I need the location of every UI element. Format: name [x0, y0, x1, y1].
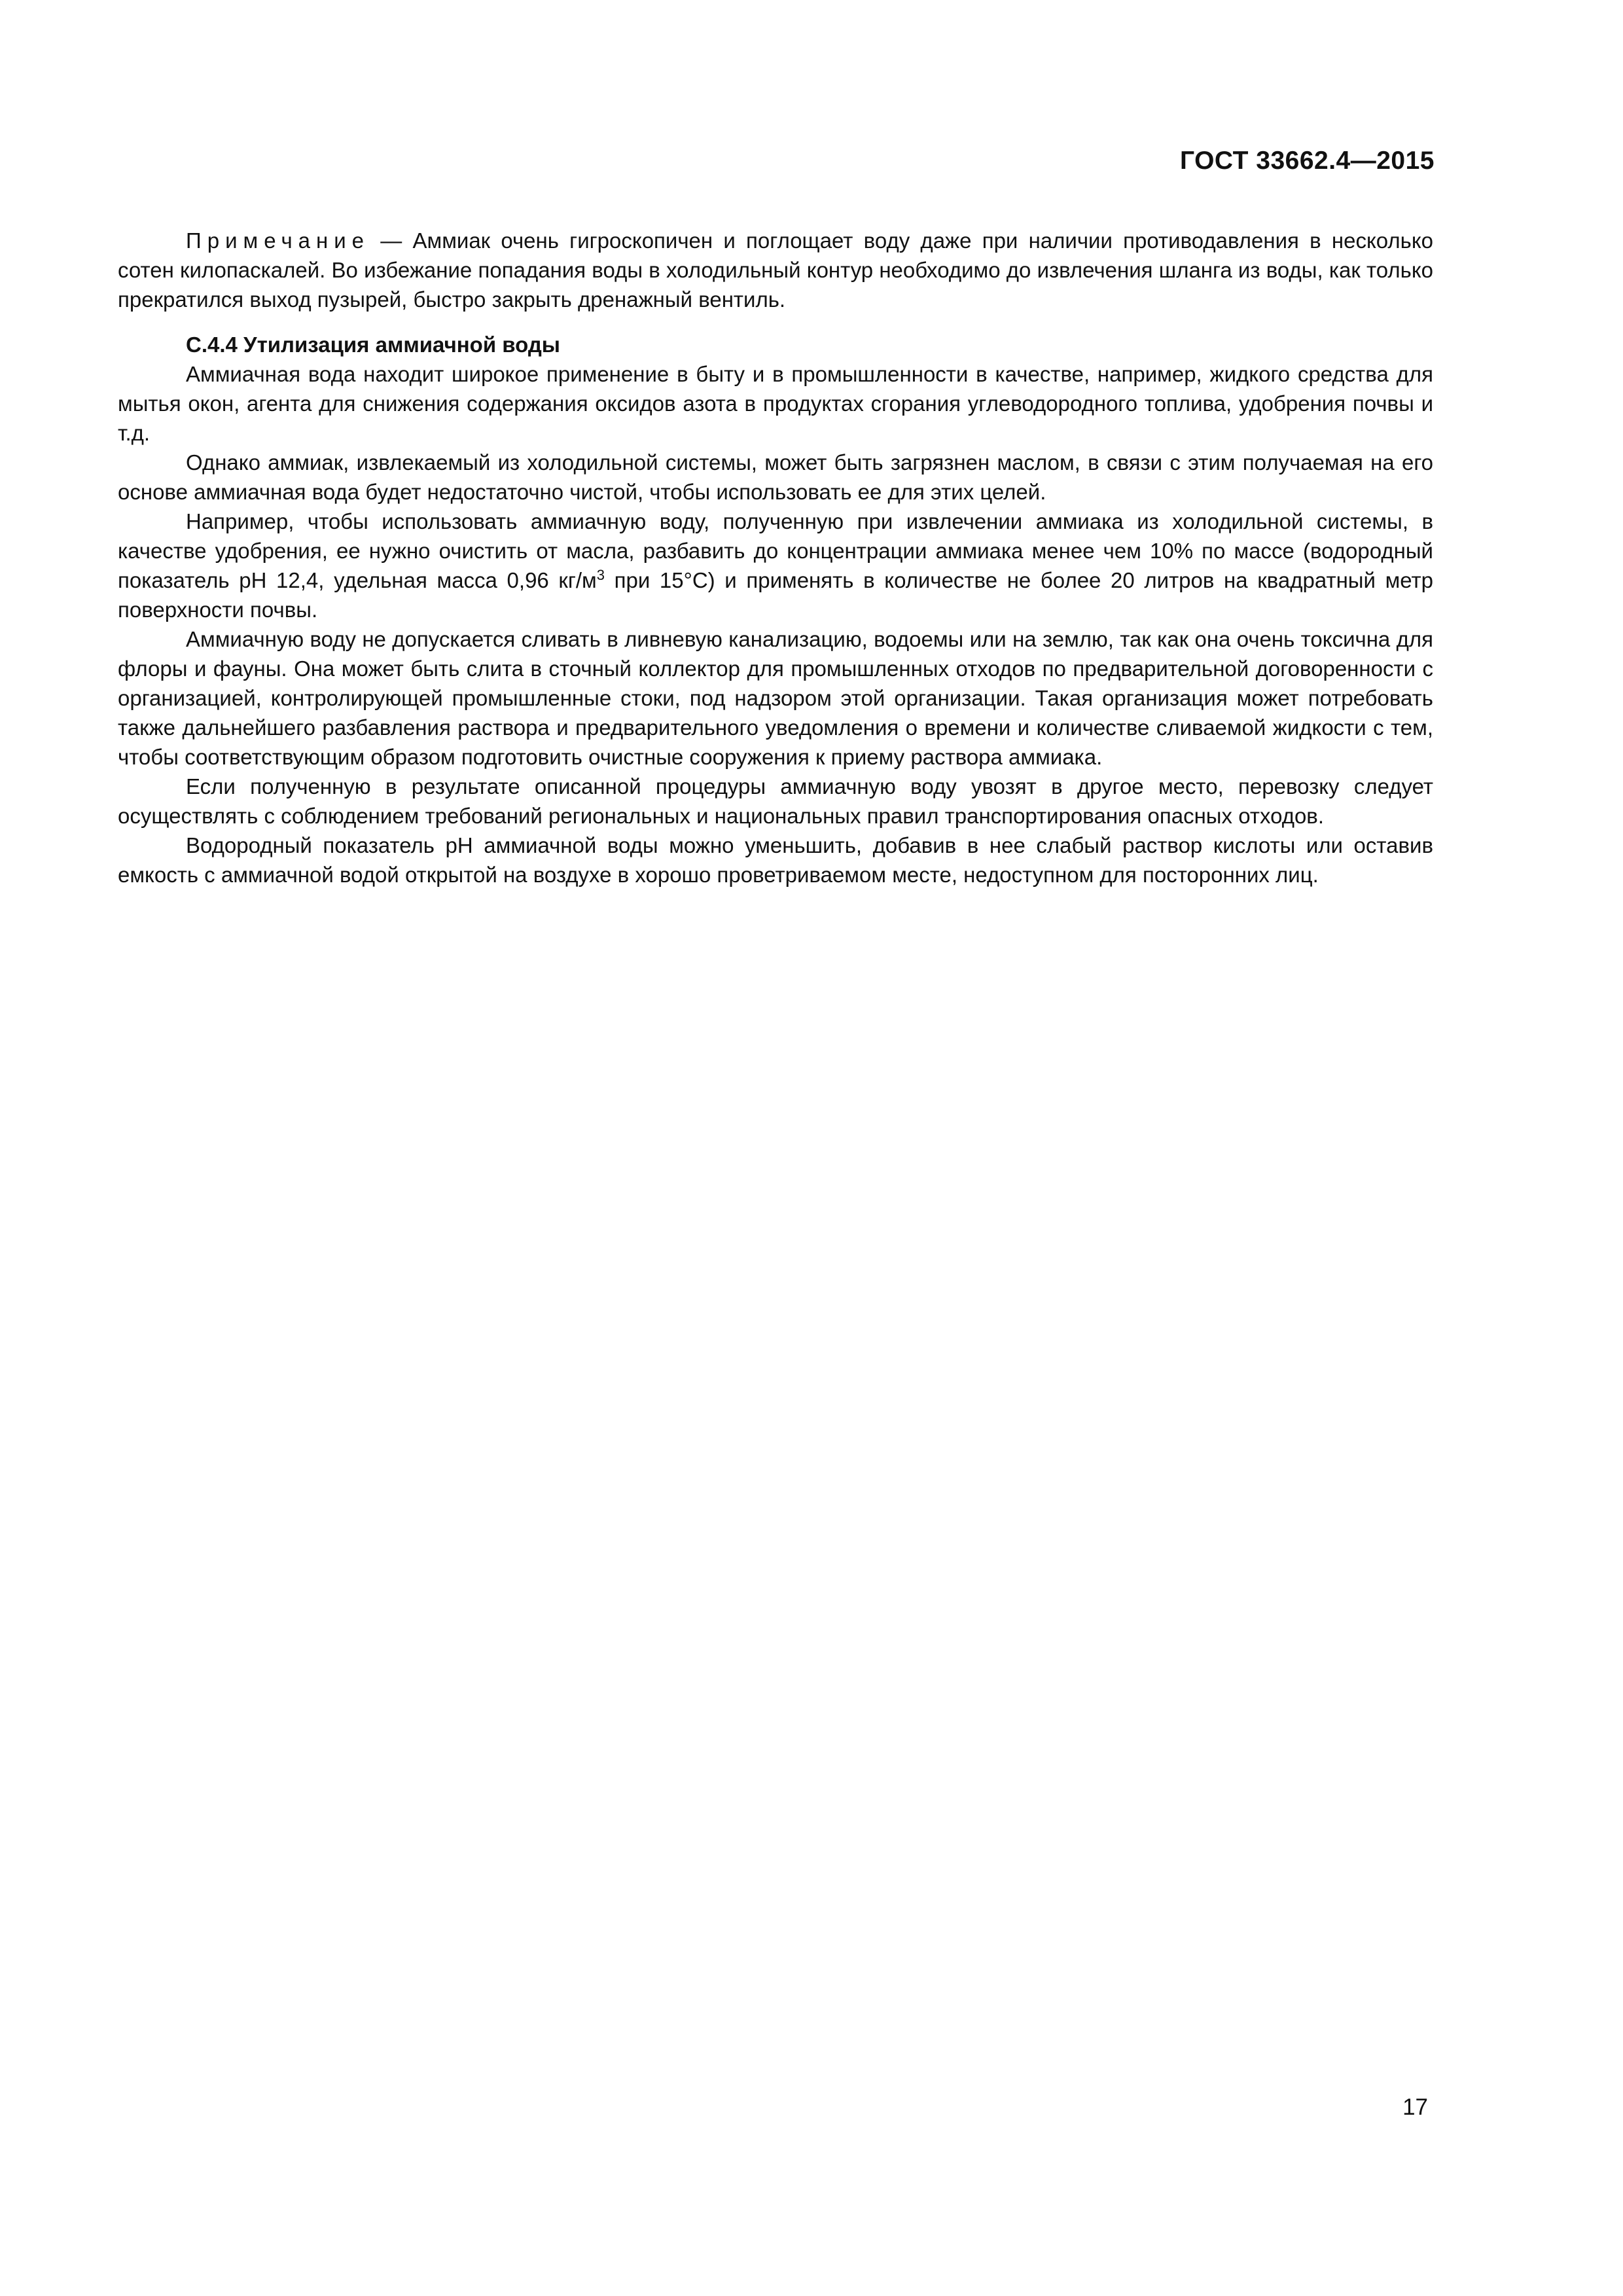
paragraph-3-text-end: при 15°С) и применять в количестве не более 20 литров на квадратный метр поверхности почвы. — [118, 568, 1433, 622]
paragraph-3 — [118, 507, 1433, 624]
paragraph-6: Водородный показатель pH аммиачной воды можно уменьшить, добавив в нее слабый раствор кислоты или оставив емкость с аммиачной водой открытой на воздухе в хорошо проветриваемом месте, недоступном для посторонних лиц. — [118, 833, 1433, 887]
paragraph-2: Однако аммиак, извлекаемый из холодильной системы, может быть загрязнен маслом, в связи с этим получаемая на его основе аммиачная вода будет недостаточно чистой, чтобы использовать ее для этих целей. — [118, 450, 1433, 504]
superscript-cubic: 3 — [596, 567, 605, 583]
page-number: 17 — [1402, 2094, 1428, 2120]
note-dash: — — [370, 228, 413, 253]
note-text: Аммиак очень гигроскопичен и поглощает воду даже при наличии противодавления в несколько сотен килопаскалей. Во избежание попадания воды в холодильный контур необходимо до извлечения шланга из воды, как только прекратился выход пузырей, быстро закрыть дренажный вентиль. — [118, 228, 1433, 312]
paragraph-5: Если полученную в результате описанной процедуры аммиачную воду увозят в другое место, перевозку следует осуществлять с соблюдением требований региональных и национальных правил транспортирования опасных отходов. — [118, 774, 1433, 828]
document-body — [118, 226, 1433, 889]
paragraph-4: Аммиачную воду не допускается сливать в ливневую канализацию, водоемы или на землю, так как она очень токсична для флоры и фауны. Она может быть слита в сточный коллектор для промышленных отходов по предварительной договоренности с организацией, контролирующей промышленные стоки, под надзором этой организации. Такая организация может потребовать также дальнейшего разбавления раствора и предварительного уведомления о времени и количестве сливаемой жидкости с тем, чтобы соответствующим образом подготовить очистные сооружения к приему раствора аммиака. — [118, 627, 1433, 769]
section-heading: С.4.4 Утилизация аммиачной воды — [186, 332, 560, 357]
note-paragraph — [118, 226, 1433, 314]
paragraph-1: Аммиачная вода находит широкое применение в быту и в промышленности в качестве, например, жидкого средства для мытья окон, агента для снижения содержания оксидов азота в продуктах сгорания углеводородного топлива, удобрения почвы и т.д. — [118, 362, 1433, 445]
paragraph-3-text-start: Например, чтобы использовать аммиачную воду, полученную при извлечении аммиака из холодильной системы, в качестве удобрения, ее нужно очистить от масла, разбавить до концентрации аммиака менее чем 10% по массе (водородный показатель pH 12,4, удельная масса 0,96 кг/м — [118, 509, 1433, 592]
note-label: Примечание — [186, 228, 370, 253]
document-code: ГОСТ 33662.4—2015 — [1179, 147, 1435, 175]
